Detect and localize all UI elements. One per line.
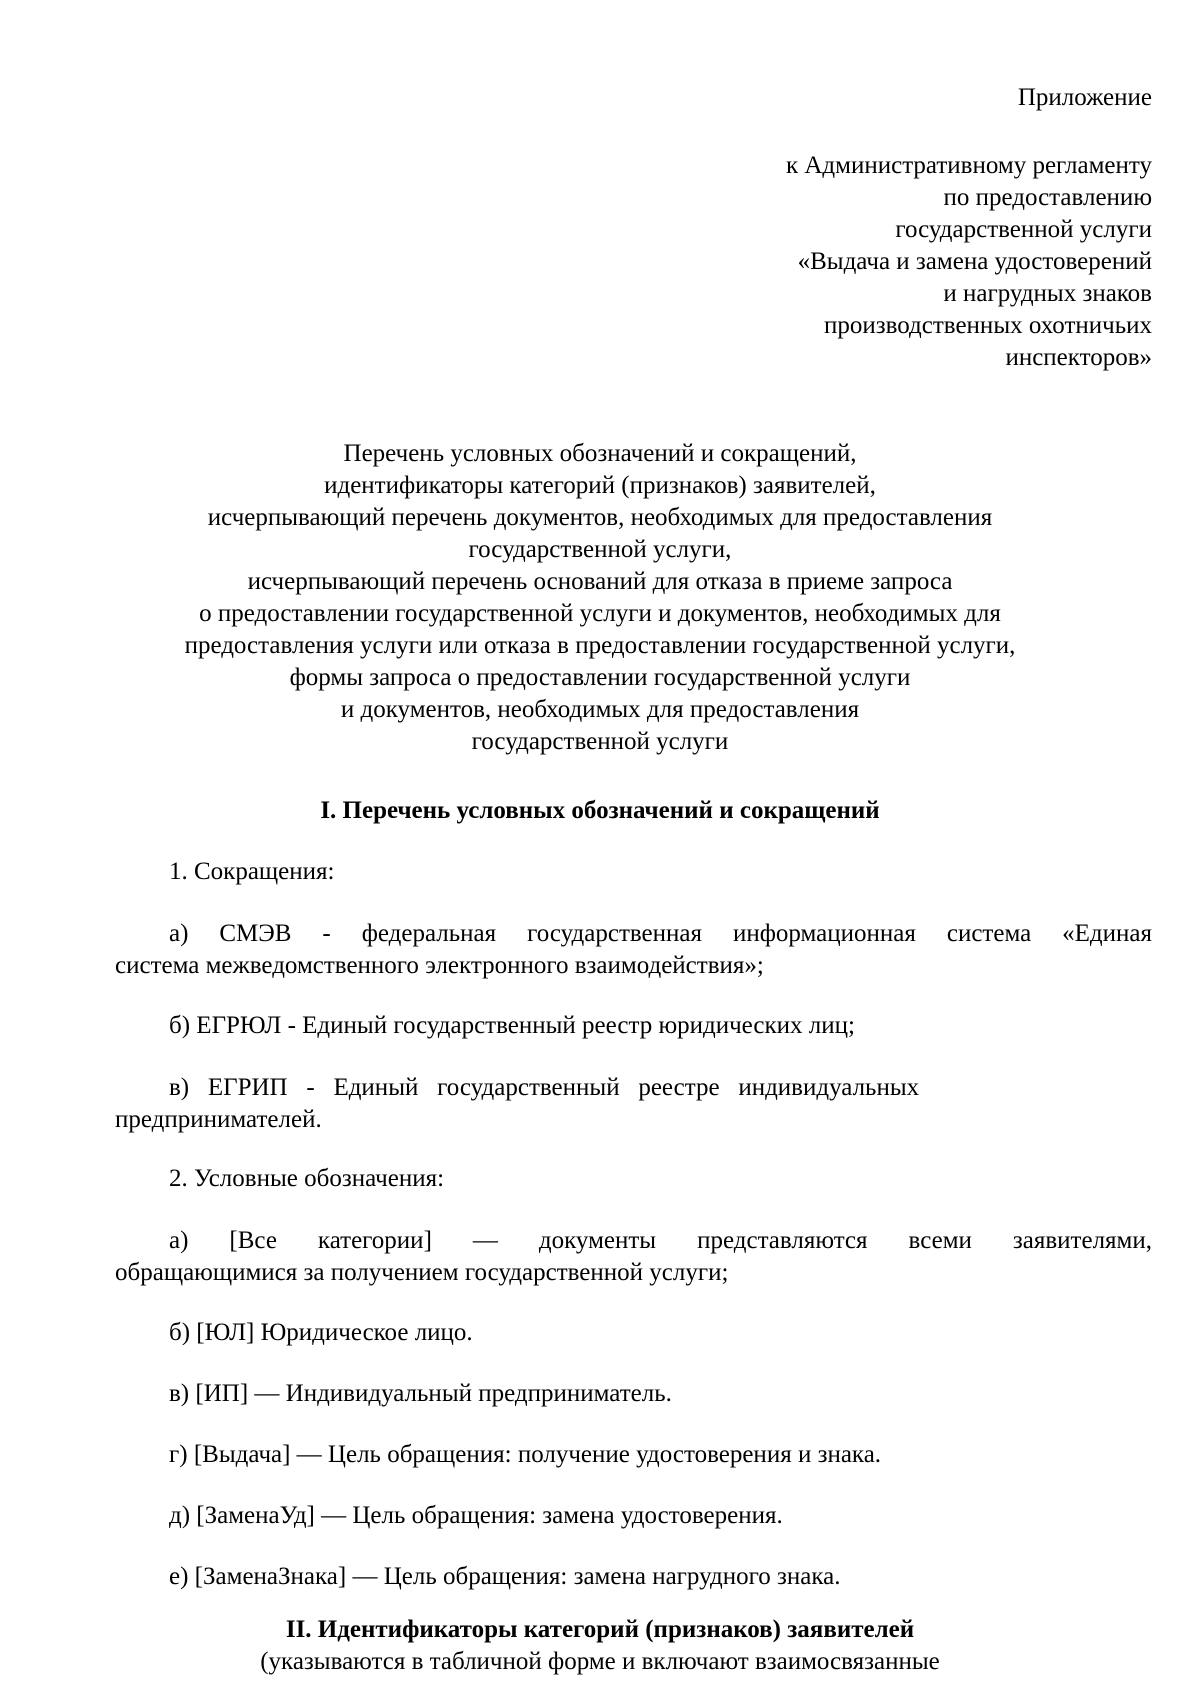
abbreviation-v-line2: предпринимателей. (115, 1106, 322, 1133)
title-line: исчерпывающий перечень оснований для отказа в приеме запроса (247, 568, 953, 595)
symbol-b: б) [ЮЛ] Юридическое лицо. (169, 1319, 473, 1346)
abbreviation-v-line1: в) ЕГРИП - Единый государственный реестре индивидуальных (169, 1074, 920, 1101)
symbol-d: д) [ЗаменаУд] — Цель обращения: замена удостоверения. (169, 1502, 783, 1529)
reference-line: к Административному регламенту (785, 152, 1152, 179)
section-1-heading: I. Перечень условных обозначений и сокращений (320, 797, 880, 824)
symbol-e: е) [ЗаменаЗнака] — Цель обращения: замена нагрудного знака. (169, 1563, 841, 1590)
symbol-v: в) [ИП] — Индивидуальный предприниматель. (169, 1380, 672, 1407)
title-line: государственной услуги (471, 728, 729, 755)
abbreviation-v (115, 1072, 1152, 1136)
reference-line: государственной услуги (895, 216, 1152, 243)
reference-line: и нагрудных знаков (943, 280, 1152, 307)
title-line: о предоставлении государственной услуги и документов, необходимых для (199, 600, 1001, 627)
title-line: идентификаторы категорий (признаков) заявителей, (324, 472, 876, 499)
abbreviations-title: 1. Сокращения: (169, 858, 335, 885)
appendix-label: Приложение (1017, 84, 1152, 111)
title-line: формы запроса о предоставлении государственной услуги (289, 664, 911, 691)
symbols-title: 2. Условные обозначения: (169, 1165, 445, 1192)
symbol-a (115, 1225, 1152, 1289)
section-2-title: II. Идентификаторы категорий (признаков) заявителей (285, 1616, 915, 1643)
title-line: государственной услуги, (468, 536, 732, 563)
reference-line: «Выдача и замена удостоверений (797, 248, 1152, 275)
title-line: и документов, необходимых для предоставления (340, 696, 860, 723)
abbreviation-a (115, 918, 1152, 982)
section-2-heading (0, 1614, 1200, 1678)
regulation-reference (786, 150, 1152, 374)
symbol-g: г) [Выдача] — Цель обращения: получение удостоверения и знака. (169, 1441, 882, 1468)
reference-line: по предоставлению (943, 184, 1152, 211)
symbol-a-line1: а) [Все категории] — документы представляются всеми заявителями, (169, 1227, 1152, 1254)
title-line: предоставления услуги или отказа в предоставлении государственной услуги, (184, 632, 1016, 659)
abbreviation-b: б) ЕГРЮЛ - Единый государственный реестр юридических лиц; (169, 1012, 855, 1039)
symbol-a-line2: обращающимися за получением государственной услуги; (115, 1259, 729, 1286)
reference-line: производственных охотничьих (824, 312, 1152, 339)
section-2-subheading: (указываются в табличной форме и включают взаимосвязанные (260, 1648, 940, 1675)
document-title (0, 438, 1200, 758)
title-line: Перечень условных обозначений и сокращений, (343, 440, 857, 467)
reference-line: инспекторов» (1005, 344, 1152, 371)
abbreviation-a-line2: система межведомственного электронного взаимодействия»; (115, 952, 764, 979)
abbreviation-a-line1: а) СМЭВ - федеральная государственная информационная система «Единая (169, 920, 1152, 947)
title-line: исчерпывающий перечень документов, необходимых для предоставления (207, 504, 993, 531)
